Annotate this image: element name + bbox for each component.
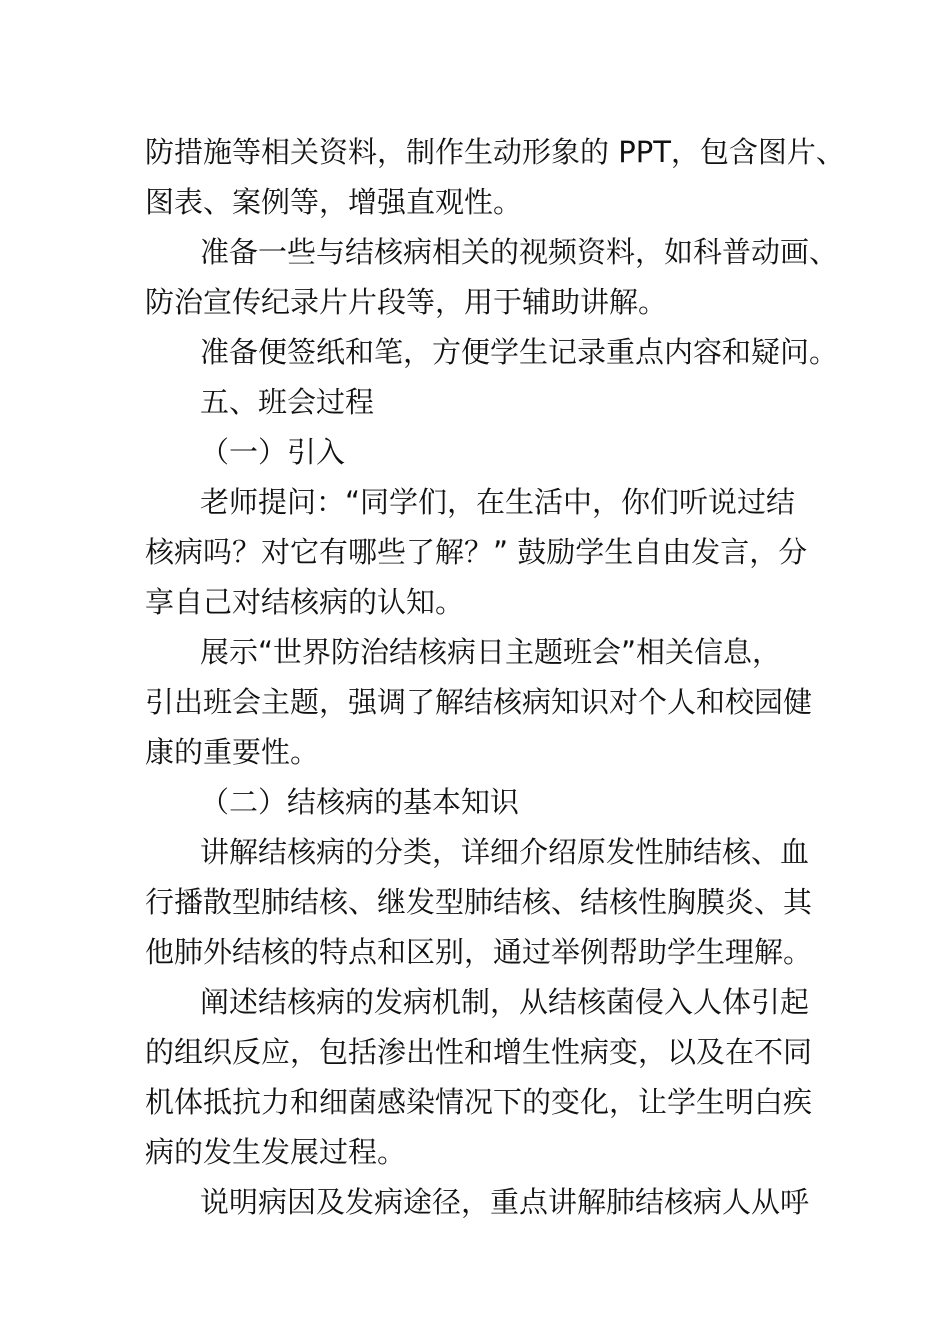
paragraph-line: 他肺外结核的特点和区别，通过举例帮助学生理解。 xyxy=(145,935,813,969)
paragraph-line: 展示“世界防治结核病日主题班会”相关信息， xyxy=(200,635,782,669)
paragraph-line: 防治宣传纪录片片段等，用于辅助讲解。 xyxy=(145,285,668,319)
paragraph-line: 病的发生发展过程。 xyxy=(145,1135,407,1169)
paragraph-line: 行播散型肺结核、继发型肺结核、结核性胸膜炎、其 xyxy=(145,885,813,919)
paragraph-line: 防措施等相关资料，制作生动形象的 PPT，包含图片、 xyxy=(145,135,845,169)
paragraph-line: 准备一些与结核病相关的视频资料，如科普动画、 xyxy=(200,235,839,269)
paragraph-line: 说明病因及发病途径，重点讲解肺结核病人从呼 xyxy=(200,1185,810,1219)
paragraph-line: 引出班会主题，强调了解结核病知识对个人和校园健 xyxy=(145,685,813,719)
paragraph-line: 图表、案例等，增强直观性。 xyxy=(145,185,523,219)
paragraph-line: 讲解结核病的分类，详细介绍原发性肺结核、血 xyxy=(200,835,810,869)
paragraph-line: 的组织反应，包括渗出性和增生性病变，以及在不同 xyxy=(145,1035,813,1069)
paragraph-line: 机体抵抗力和细菌感染情况下的变化，让学生明白疾 xyxy=(145,1085,813,1119)
paragraph-line: 享自己对结核病的认知。 xyxy=(145,585,465,619)
subsection-heading: （一）引入 xyxy=(200,435,346,469)
section-heading: 五、班会过程 xyxy=(200,385,375,419)
paragraph-line: 老师提问：“同学们，在生活中，你们听说过结 xyxy=(200,485,796,519)
paragraph-line: 康的重要性。 xyxy=(145,735,320,769)
subsection-heading: （二）结核病的基本知识 xyxy=(200,785,520,819)
paragraph-line: 准备便签纸和笔，方便学生记录重点内容和疑问。 xyxy=(200,335,839,369)
paragraph-line: 阐述结核病的发病机制，从结核菌侵入人体引起 xyxy=(200,985,810,1019)
paragraph-line: 核病吗？对它有哪些了解？” 鼓励学生自由发言，分 xyxy=(145,535,808,569)
